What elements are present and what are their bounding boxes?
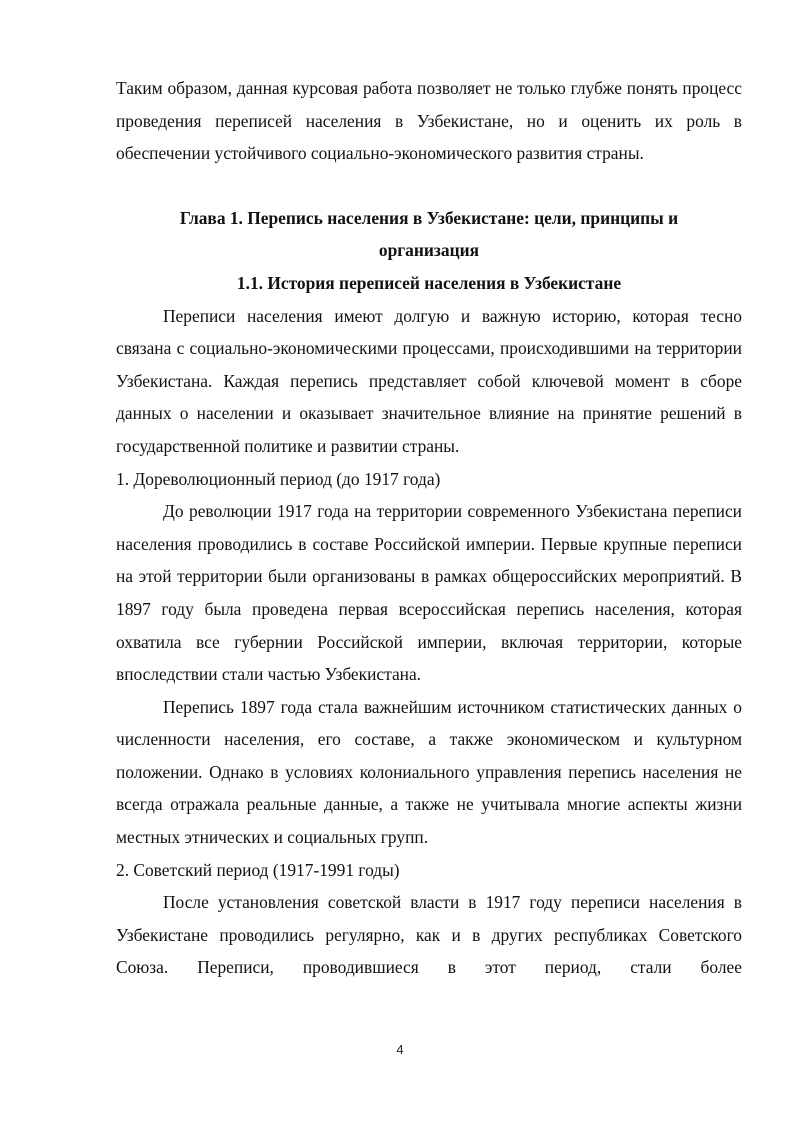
- page-content: [116, 72, 742, 984]
- period-1-label: 1. Дореволюционный период (до 1917 года): [116, 468, 441, 489]
- history-intro-paragraph: Переписи населения имеют долгую и важную историю, которая тесно связана с социально-экономическими процессами, происходившими на территории Узбекистана. Каждая перепись представляет собой ключевой момент в сборе данных о населении и оказывает значительное влияние на принятие решений в государственной политике и развитии страны.: [116, 305, 742, 456]
- soviet-paragraph-1: После установления советской власти в 1917 году переписи населения в Узбекистане проводились регулярно, как и в других республиках Советского Союза. Переписи, проводившиеся в этот период, стали более: [116, 892, 742, 978]
- chapter-heading-line-1: Глава 1. Перепись населения в Узбекистане: цели, принципы и: [179, 207, 679, 228]
- prerevolution-paragraph-2: Перепись 1897 года стала важнейшим источником статистических данных о численности населения, его составе, а также экономическом и культурном положении. Однако в условиях колониального управления перепись населения не всегда отражала реальные данные, а также не учитывала многие аспекты жизни местных этнических и социальных групп.: [116, 696, 742, 848]
- section-heading: 1.1. История переписей населения в Узбекистане: [236, 272, 622, 293]
- chapter-heading-line-2: организация: [378, 240, 480, 261]
- page-number: 4: [396, 1042, 404, 1057]
- prerevolution-paragraph-1: До революции 1917 года на территории современного Узбекистана переписи населения проводились в составе Российской империи. Первые крупные переписи на этой территории были организованы в рамках общероссийских мероприятий. В 1897 году была проведена первая всероссийская перепись населения, которая охватила все губернии Российской империи, включая территории, которые впоследствии стали частью Узбекистана.: [116, 501, 742, 685]
- chapter-heading: [116, 202, 742, 267]
- intro-paragraph: Таким образом, данная курсовая работа позволяет не только глубже понять процесс проведения переписей населения в Узбекистане, но и оценить их роль в обеспечении устойчивого социально-экономического развития страны.: [116, 78, 742, 164]
- period-2-label: 2. Советский период (1917-1991 годы): [116, 859, 400, 880]
